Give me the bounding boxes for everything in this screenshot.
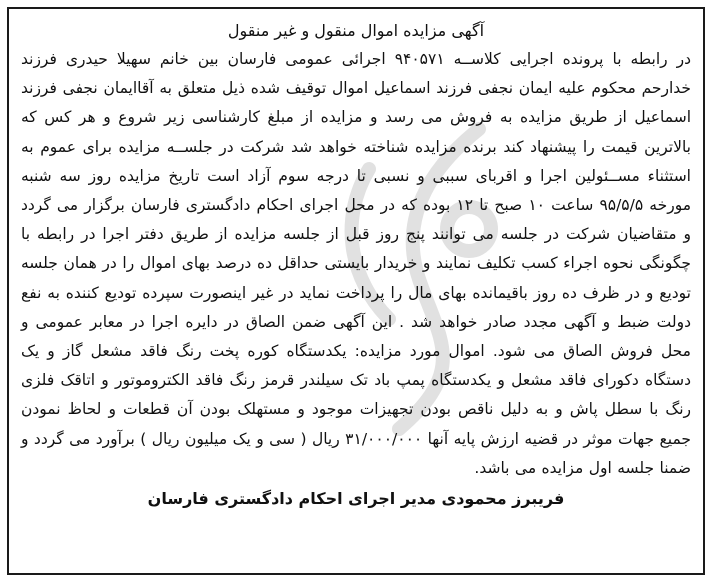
notice-frame (7, 7, 705, 575)
notice-signature: فریبرز محمودی مدیر اجرای احکام دادگستری فارسان (147, 489, 565, 509)
notice-body: در رابطه با پرونده اجرایی کلاســه ۹۴۰۵۷۱ اجرائی عمومی فارسان بین خانم سهیلا حیدری فرزند خدارحم محکوم علیه ایمان نجفی فرزند اسماعیل اموال توقیف شده ذیل متعلق به آقاایمان نجفی فرزند اسماعیل از طریق مزایده به فروش می رسد و مزایده از مبلغ کارشناسی زیر شروع و هر کس که بالاترین قیمت را پیشنهاد کند برنده مزایده شناخته خواهد شد شرکت در جلســه مزایده برای عموم به استثناء مســئولین اجرا و اقربای سببی و نسبی تا درجه سوم آزاد است تاریخ مزایده روز سه شنبه مورخه ۹۵/۵/۵ ساعت ۱۰ صبح تا ۱۲ بوده که در محل اجرای احکام دادگستری فارسان برگزار می گردد و متقاضیان شرکت در جلسه می توانند پنج روز قبل از جلسه مزایده از طریق دفتر اجرا در رابطه با چگونگی نحوه اجراء کسب تکلیف نمایند و خریدار بایستی حداقل ده درصد بهای اموال را در همان جلسه تودیع و در ظرف ده روز باقیمانده بهای مال را پرداخت نماید در غیر اینصورت سپرده تودیع کننده به نفع دولت ضبط و آگهی مجدد صادر خواهد شد . این آگهی ضمن الصاق در دایره اجرا در معابر عمومی و محل فروش الصاق می شود. اموال مورد مزایده: یکدستگاه کوره پخت رنگ فاقد مشعل گاز و یک دستگاه دکورای فاقد مشعل و یکدستگاه پمپ باد تک سیلندر قرمز رنگ فاقد الکتروموتور و اتاقک فلزی رنگ با سطل پاش و به دلیل ناقص بودن تجهیزات موجود و مستهلک بودن آن قطعات و لحاظ نمودن جمیع جهات موثر در قضیه ارزش پایه آنها ۳۱/۰۰۰/۰۰۰ ریال ( سی و یک میلیون ریال ) برآورد می گردد و ضمنا جلسه اول مزایده می باشد. (21, 50, 691, 477)
notice-content (21, 17, 691, 513)
notice-title: آگهی مزایده اموال منقول و غیر منقول (227, 21, 485, 40)
